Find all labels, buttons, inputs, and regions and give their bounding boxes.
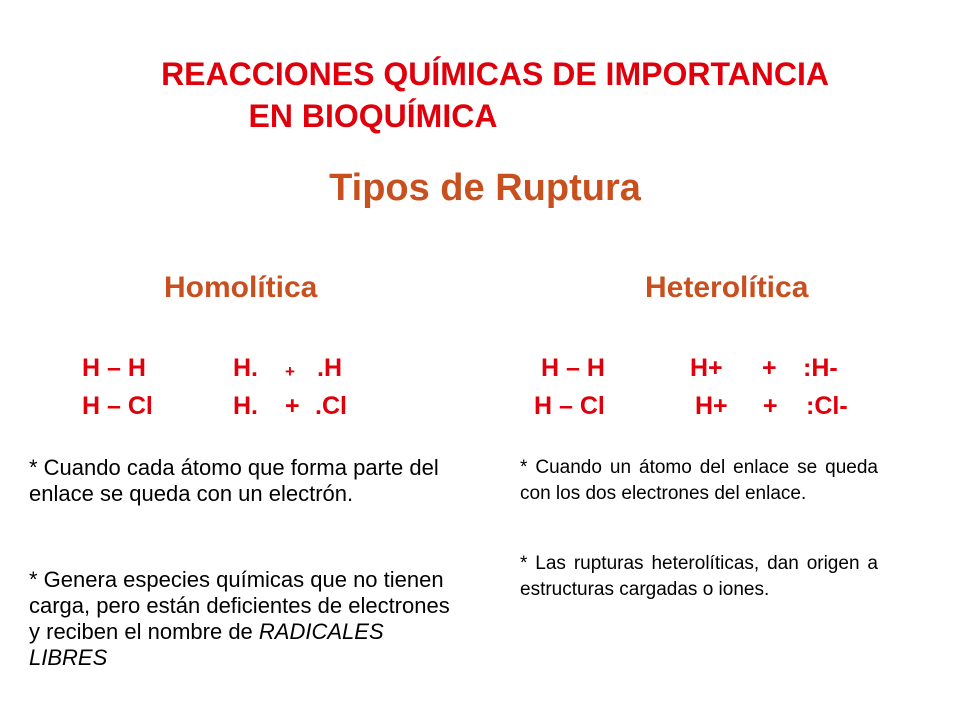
heterolitica-note-1: * Cuando un átomo del enlace se queda con los dos electrones del enlace.	[520, 457, 878, 504]
heterolitica-product-1a: H+	[690, 354, 723, 382]
heterolitica-heading: Heterolítica	[645, 271, 809, 304]
homolitica-plus-2: +	[285, 392, 300, 420]
homolitica-product-1b: .H	[317, 354, 342, 382]
homolitica-product-2b: .Cl	[315, 392, 347, 420]
heterolitica-product-2a: H+	[695, 392, 728, 420]
homolitica-plus-1: +	[285, 362, 295, 381]
homolitica-bond-1: H – H	[82, 354, 146, 382]
homolitica-note-1: * Cuando cada átomo que forma parte del enlace se queda con un electrón.	[29, 455, 439, 506]
heterolitica-bond-2: H – Cl	[534, 392, 605, 420]
title-line-1: REACCIONES QUÍMICAS DE IMPORTANCIA	[161, 56, 829, 92]
title-line-2: EN BIOQUÍMICA	[248, 98, 498, 134]
heterolitica-note-2: * Las rupturas heterolíticas, dan origen a estructuras cargadas o iones.	[520, 553, 878, 600]
homolitica-bond-2: H – Cl	[82, 392, 153, 420]
homolitica-heading: Homolítica	[164, 271, 318, 304]
homolitica-note-2	[29, 567, 461, 671]
heterolitica-plus-2: +	[763, 392, 778, 420]
homolitica-product-1a: H.	[233, 354, 258, 382]
homolitica-note-2-text: * Genera especies químicas que no tienen carga, pero están deficientes de electrones y reciben el nombre de	[29, 567, 450, 644]
radicales-libres-term: RADICALES LIBRES	[29, 619, 384, 670]
heterolitica-bond-1: H – H	[541, 354, 605, 382]
heterolitica-product-2b: :Cl-	[806, 392, 848, 420]
heterolitica-product-1b: :H-	[803, 354, 838, 382]
homolitica-product-2a: H.	[233, 392, 258, 420]
heterolitica-plus-1: +	[762, 354, 777, 382]
subtitle: Tipos de Ruptura	[329, 167, 641, 209]
